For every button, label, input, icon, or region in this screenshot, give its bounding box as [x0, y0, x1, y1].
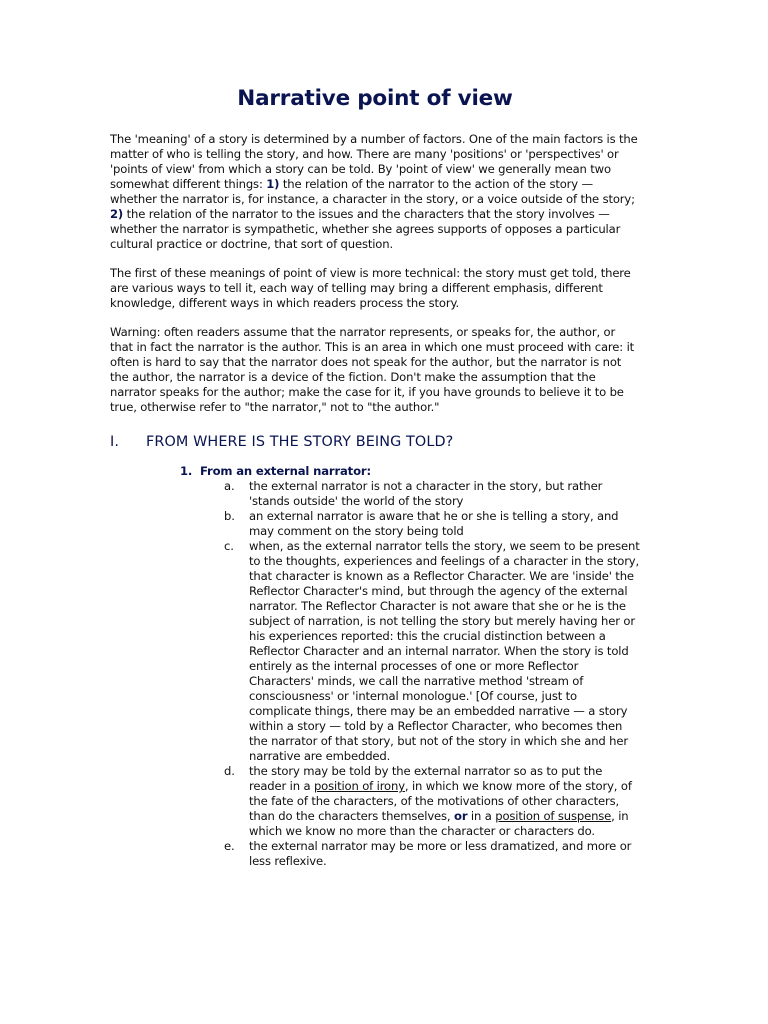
list-item: e. the external narrator may be more or less dramatized, and more or less reflexive. — [224, 839, 632, 868]
list-item: b. an external narrator is aware that he or she is telling a story, and may comment on the story being told — [224, 509, 619, 538]
emphasis-or: or — [454, 809, 468, 823]
point-number-1: 1) — [266, 177, 280, 191]
intro-paragraph-2: The first of these meanings of point of view is more technical: the story must get told, there are various ways to tell it, each way of telling may bring a different emphasis, different knowledge, different ways in which readers process the story. — [110, 266, 631, 310]
warning-paragraph: Warning: often readers assume that the narrator represents, or speaks for, the author, or that in fact the narrator is the author. This is an area in which one must proceed with care: it often is hard to say that the narrator does not speak for the author, but the narrator is not the author, the narrator is a device of the fiction. Don't make the assumption that the narrator speaks for the author; make the case for it, if you have grounds to believe it to be true, otherwise refer to "the narrator," not to "the author." — [110, 325, 635, 414]
position-of-suspense-link[interactable]: position of suspense — [495, 809, 612, 823]
section-numeral: I. — [110, 434, 120, 450]
point-number-2: 2) — [110, 207, 124, 221]
page-title: Narrative point of view — [237, 86, 513, 111]
list-item: a. the external narrator is not a character in the story, but rather 'stands outside' the world of the story — [224, 479, 603, 508]
section-heading — [110, 432, 640, 452]
intro-paragraph-1: The 'meaning' of a story is determined by a number of factors. One of the main factors is the matter of who is telling the story, and how. There are many 'positions' or 'perspectives' or 'points of view' from which a story can be told. By 'point of view' we generally mean two somewhat different things: 1) the relation of the narrator to the action of the story — whether the narrator is, for instance, a character in the story, or a voice outside of the story; 2) the relation of the narrator to the issues and the characters that the story involves — whether the narrator is sympathetic, whether she agrees supports of opposes a particular cultural practice or doctrine, that sort of question. — [110, 132, 638, 251]
subsection-external-narrator — [180, 464, 640, 869]
document-page — [110, 84, 640, 869]
item-list — [180, 479, 640, 869]
list-item: c. when, as the external narrator tells the story, we seem to be present to the thoughts, experiences and feelings of a character in the story, that character is known as a Reflector Character. We are 'inside' the Reflector Character's mind, but through the agency of the external narrator. The Reflector Character is not aware that she or he is the subject of narration, is not telling the story but merely having her or his experiences reported: this the crucial distinction between a Reflector Character and an internal narrator. When the story is told entirely as the internal processes of one or more Reflector Characters' minds, we call the narrative method 'stream of consciousness' or 'internal monologue.' [Of course, just to complicate things, there may be an embedded narrative — a story within a story — told by a Reflector Character, who becomes then the narrator of that story, but not of the story in which she and her narrative are embedded. — [224, 539, 640, 763]
section-heading-text: FROM WHERE IS THE STORY BEING TOLD? — [146, 434, 454, 450]
list-item: d. the story may be told by the external narrator so as to put the reader in a position of irony, in which we know more of the story, of the fate of the characters, of the motivations of other characters, than do the characters themselves, or in a position of suspense, in which we know no more than the character or characters do. — [224, 764, 632, 838]
position-of-irony-link[interactable]: position of irony — [313, 779, 405, 793]
subsection-heading: 1. From an external narrator: — [180, 464, 371, 478]
